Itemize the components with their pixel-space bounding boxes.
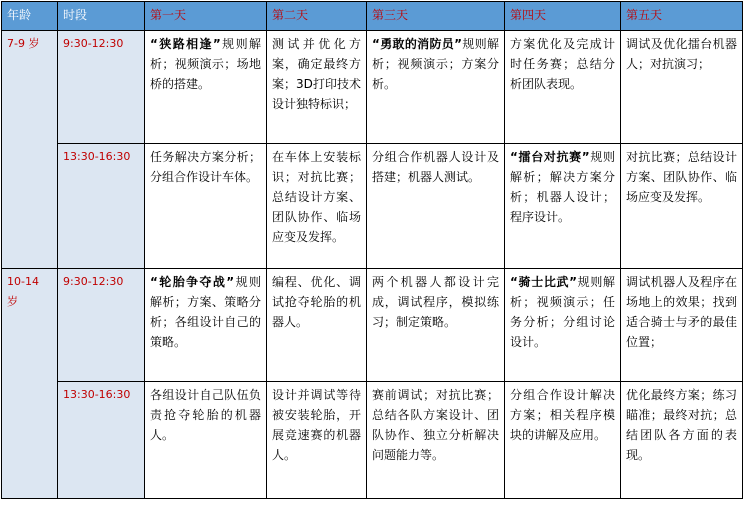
activity-text: 赛前调试；对抗比赛；总结各队方案设计、团队协作、独立分析解决问题能力等。 (372, 388, 499, 462)
header-time: 时段 (58, 2, 145, 31)
time-slot-cell: 13:30-16:30 (58, 144, 145, 269)
activity-cell (145, 144, 267, 269)
activity-text: 规则解析；视频演示；方案分析。 (372, 37, 499, 91)
activity-text: 编程、优化、调试抢夺轮胎的机器人。 (272, 275, 361, 329)
age-group-cell: 10-14 岁 (2, 269, 58, 499)
activity-text: 调试及优化擂台机器人；对抗演习； (626, 37, 737, 71)
table-row (2, 382, 743, 499)
activity-text: 各组设计自己队伍负责抢夺轮胎的机器人。 (150, 388, 261, 442)
activity-text: 测试并优化方案，确定最终方案；3D打印技术设计独特标识； (272, 37, 361, 111)
activity-cell (621, 31, 743, 144)
activity-cell (621, 269, 743, 382)
activity-cell (267, 269, 367, 382)
activity-text: 规则解析；视频演示；任务分析；分组讨论设计。 (510, 275, 615, 349)
activity-cell (367, 382, 505, 499)
header-day-2: 第二天 (267, 2, 367, 31)
activity-cell (621, 144, 743, 269)
activity-text: 对抗比赛；总结设计方案、团队协作、临场应变及发挥。 (626, 150, 737, 204)
activity-text: 方案优化及完成计时任务赛；总结分析团队表现。 (510, 37, 615, 91)
activity-cell (267, 382, 367, 499)
activity-cell (505, 144, 621, 269)
activity-cell (145, 31, 267, 144)
activity-cell (621, 382, 743, 499)
activity-cell (367, 144, 505, 269)
age-group-cell: 7-9 岁 (2, 31, 58, 269)
time-slot-cell: 9:30-12:30 (58, 269, 145, 382)
activity-cell (367, 269, 505, 382)
activity-text: 规则解析；方案、策略分析；各组设计自己的策略。 (150, 275, 261, 349)
header-day-5: 第五天 (621, 2, 743, 31)
header-age: 年龄 (2, 2, 58, 31)
activity-cell (505, 269, 621, 382)
activity-cell (505, 31, 621, 144)
activity-title: “狭路相逢” (150, 37, 221, 51)
header-day-1: 第一天 (145, 2, 267, 31)
activity-cell (367, 31, 505, 144)
activity-cell (145, 269, 267, 382)
time-slot-cell: 9:30-12:30 (58, 31, 145, 144)
activity-text: 设计并调试等待被安装轮胎，开展竞速赛的机器人。 (272, 388, 361, 462)
activity-text: 调试机器人及程序在场地上的效果；找到适合骑士与矛的最佳位置； (626, 275, 737, 349)
activity-cell (505, 382, 621, 499)
header-day-3: 第三天 (367, 2, 505, 31)
activity-text: 任务解决方案分析；分组合作设计车体。 (150, 150, 261, 184)
activity-text: 规则解析；解决方案分析；机器人设计；程序设计。 (510, 150, 615, 224)
time-slot-cell: 13:30-16:30 (58, 382, 145, 499)
schedule-table (1, 1, 743, 499)
activity-title: “轮胎争夺战” (150, 275, 235, 289)
activity-text: 分组合作设计解决方案；相关程序模块的讲解及应用。 (510, 388, 615, 442)
header-day-4: 第四天 (505, 2, 621, 31)
activity-cell (267, 31, 367, 144)
activity-text: 两个机器人都设计完成，调试程序，模拟练习；制定策略。 (372, 275, 499, 329)
table-row (2, 31, 743, 144)
table-row (2, 269, 743, 382)
activity-text: 分组合作机器人设计及搭建；机器人测试。 (372, 150, 499, 184)
header-row (2, 2, 743, 31)
activity-cell (267, 144, 367, 269)
activity-title: “擂台对抗赛” (510, 150, 590, 164)
activity-text: 优化最终方案；练习瞄准；最终对抗；总结团队各方面的表现。 (626, 388, 737, 462)
table-row (2, 144, 743, 269)
activity-text: 在车体上安装标识；对抗比赛；总结设计方案、团队协作、临场应变及发挥。 (272, 150, 361, 244)
activity-title: “骑士比武” (510, 275, 578, 289)
activity-text: 规则解析；视频演示；场地桥的搭建。 (150, 37, 261, 91)
activity-cell (145, 382, 267, 499)
activity-title: “勇敢的消防员” (372, 37, 463, 51)
